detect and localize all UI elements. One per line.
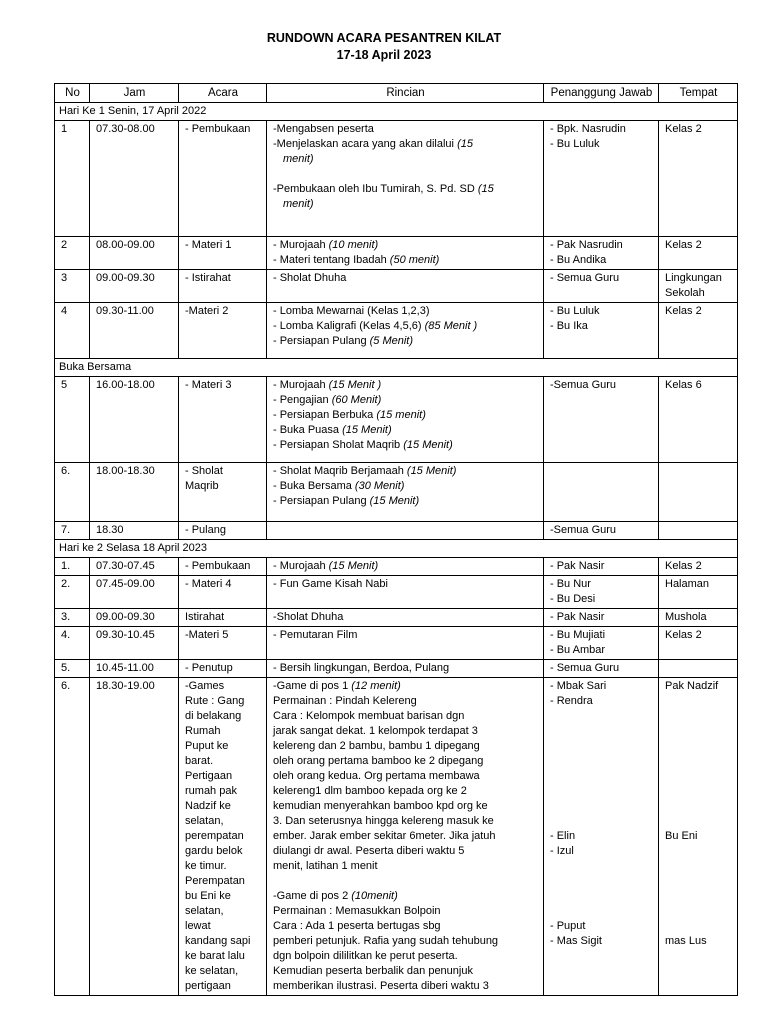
pj-line: - Bu Mujiati — [550, 629, 606, 641]
pj-line: - Bu Ika — [550, 320, 588, 332]
cell-acara: Istirahat — [179, 609, 267, 627]
rincian-line: -Mengabsen peserta — [273, 123, 374, 135]
cell-acara: - Materi 4 — [179, 576, 267, 609]
section-row-day1 — [55, 103, 738, 121]
rincian-duration: (15 Menit) — [403, 439, 453, 451]
acara-line: rumah pak — [185, 785, 237, 797]
cell-rincian — [267, 303, 544, 359]
rundown-table — [54, 83, 738, 996]
table-row — [55, 303, 738, 359]
cell-pj — [544, 576, 659, 609]
rincian-line — [273, 319, 538, 334]
cell-jam: 07.30-07.45 — [90, 558, 179, 576]
rincian-line: kelereng dan 2 bambu, bambu 1 dipegang — [273, 740, 480, 752]
rincian-line: - Lomba Mewarnai (Kelas 1,2,3) — [273, 305, 430, 317]
document-date: 17-18 April 2023 — [336, 48, 432, 62]
pj-line: - Elin — [550, 830, 576, 842]
rincian-text: - Murojaah — [273, 239, 329, 251]
pj-line: - Bu Desi — [550, 593, 596, 605]
tempat-line: Pak Nadzif — [665, 680, 719, 692]
rincian-line — [273, 253, 538, 268]
acara-line: lewat — [185, 920, 211, 932]
pj-line: - Bu Luluk — [550, 305, 600, 317]
table-row — [55, 377, 738, 463]
acara-line: kandang sapi — [185, 935, 251, 947]
cell-pj — [544, 237, 659, 270]
spacer — [550, 709, 653, 829]
cell-jam: 09.30-11.00 — [90, 303, 179, 359]
cell-jam: 18.00-18.30 — [90, 463, 179, 522]
cell-tempat — [659, 522, 738, 540]
acara-line: gardu belok — [185, 845, 243, 857]
rincian-duration: (5 Menit) — [369, 335, 414, 347]
acara-line: Perempatan — [185, 875, 245, 887]
document-title: RUNDOWN ACARA PESANTREN KILAT — [266, 31, 502, 45]
cell-acara: - Materi 3 — [179, 377, 267, 463]
rincian-line: dgn bolpoin dililitkan ke perut peserta. — [273, 950, 458, 962]
cell-rincian: - Bersih lingkungan, Berdoa, Pulang — [267, 660, 544, 678]
rincian-line: 3. Dan seterusnya hingga kelereng masuk ke — [273, 815, 494, 827]
acara-line: selatan, — [185, 905, 224, 917]
rincian-line — [273, 137, 538, 152]
cell-acara — [179, 463, 267, 522]
cell-acara: -Materi 5 — [179, 627, 267, 660]
acara-line: Maqrib — [185, 480, 219, 492]
rincian-duration: (15 — [457, 138, 473, 150]
acara-line: ke barat lalu — [185, 950, 245, 962]
pj-line: - Pak Nasrudin — [550, 239, 623, 251]
rincian-line — [273, 408, 538, 423]
section-day2: Hari ke 2 Selasa 18 April 2023 — [55, 540, 738, 558]
rincian-line — [273, 238, 538, 253]
section-buka: Buka Bersama — [55, 359, 738, 377]
acara-line: di belakang — [185, 710, 242, 722]
cell-jam: 09.00-09.30 — [90, 609, 179, 627]
rincian-duration: (10menit) — [351, 890, 398, 902]
cell-no: 4 — [55, 303, 90, 359]
pj-line: - Bu Ambar — [550, 644, 606, 656]
table-row — [55, 270, 738, 303]
rincian-duration: (15 — [477, 183, 494, 195]
document-title-block — [0, 30, 768, 64]
cell-no: 1. — [55, 558, 90, 576]
table-row — [55, 660, 738, 678]
header-no: No — [55, 84, 90, 103]
cell-no: 1 — [55, 121, 90, 237]
tempat-line: Bu Eni — [665, 830, 698, 842]
section-day1: Hari Ke 1 Senin, 17 April 2022 — [55, 103, 738, 121]
cell-pj: - Semua Guru — [544, 270, 659, 303]
cell-no: 2 — [55, 237, 90, 270]
cell-rincian: - Sholat Dhuha — [267, 270, 544, 303]
rincian-duration: menit) — [283, 198, 314, 210]
rincian-text: - Materi tentang Ibadah — [273, 254, 390, 266]
rincian-line — [273, 378, 538, 393]
rincian-line — [273, 334, 538, 349]
rincian-text: - Buka Puasa — [273, 424, 343, 436]
rincian-line — [273, 464, 538, 479]
rincian-line: jarak sangat dekat. 1 kelompok terdapat 3 — [273, 725, 478, 737]
cell-pj — [544, 303, 659, 359]
rincian-text: - Persiapan Pulang — [273, 335, 370, 347]
cell-tempat: Kelas 6 — [659, 377, 738, 463]
acara-line: Pertigaan — [185, 770, 233, 782]
rincian-duration: (85 Menit ) — [424, 320, 478, 332]
rincian-line — [273, 423, 538, 438]
rincian-line — [273, 197, 538, 212]
rincian-duration: (50 menit) — [389, 254, 440, 266]
cell-rincian — [267, 522, 544, 540]
rincian-text: - Persiapan Pulang — [273, 495, 370, 507]
rincian-duration: (15 Menit) — [406, 465, 457, 477]
rincian-duration: (15 menit) — [376, 409, 426, 421]
spacer — [273, 167, 538, 182]
cell-jam: 07.45-09.00 — [90, 576, 179, 609]
rincian-text: - Sholat Maqrib Berjamaah — [273, 465, 407, 477]
tempat-line: mas Lus — [665, 935, 707, 947]
cell-rincian — [267, 237, 544, 270]
cell-acara: - Pulang — [179, 522, 267, 540]
rincian-text: - Buka Bersama — [273, 480, 355, 492]
cell-acara: -Materi 2 — [179, 303, 267, 359]
cell-no: 5 — [55, 377, 90, 463]
rincian-line — [273, 479, 538, 494]
header-tempat: Tempat — [659, 84, 738, 103]
cell-pj: - Pak Nasir — [544, 609, 659, 627]
rincian-line: menit, latihan 1 menit — [273, 860, 378, 872]
cell-jam: 10.45-11.00 — [90, 660, 179, 678]
acara-line: - Sholat — [185, 465, 223, 477]
cell-pj — [544, 627, 659, 660]
rincian-line: kelereng1 dlm bamboo kepada org ke 2 — [273, 785, 467, 797]
cell-tempat: Kelas 2 — [659, 303, 738, 359]
pj-line: - Bu Andika — [550, 254, 607, 266]
rincian-line: oleh orang kedua. Org pertama membawa — [273, 770, 480, 782]
cell-acara — [179, 678, 267, 996]
cell-no: 7. — [55, 522, 90, 540]
rincian-line: Permainan : Memasukkan Bolpoin — [273, 905, 441, 917]
rincian-line — [273, 679, 538, 694]
cell-tempat: Mushola — [659, 609, 738, 627]
rincian-line: kemudian menyerahkan bamboo kpd org ke — [273, 800, 488, 812]
rincian-duration: (12 menit) — [351, 680, 401, 692]
rincian-line — [273, 438, 538, 453]
pj-line: - Mbak Sari — [550, 680, 607, 692]
acara-line: ke selatan, — [185, 965, 239, 977]
cell-pj: - Pak Nasir — [544, 558, 659, 576]
table-row — [55, 609, 738, 627]
pj-line: - Bpk. Nasrudin — [550, 123, 626, 135]
pj-line: - Bu Nur — [550, 578, 591, 590]
rincian-line — [273, 393, 538, 408]
cell-rincian: - Fun Game Kisah Nabi — [267, 576, 544, 609]
cell-tempat: Kelas 2 — [659, 237, 738, 270]
cell-rincian — [267, 463, 544, 522]
rincian-line: ember. Jarak ember sekitar 6meter. Jika jatuh — [273, 830, 496, 842]
rincian-text: -Game di pos 2 — [273, 890, 352, 902]
tempat-line: Sekolah — [665, 287, 705, 299]
cell-no: 2. — [55, 576, 90, 609]
cell-rincian: - Pemutaran Film — [267, 627, 544, 660]
pj-line: - Puput — [550, 920, 586, 932]
cell-jam: 16.00-18.00 — [90, 377, 179, 463]
table-row — [55, 121, 738, 237]
rincian-line — [273, 182, 538, 197]
rincian-duration: menit) — [283, 153, 314, 165]
cell-tempat: Kelas 2 — [659, 558, 738, 576]
cell-no: 3. — [55, 609, 90, 627]
rincian-line: oleh orang pertama bamboo ke 2 dipegang — [273, 755, 484, 767]
cell-no: 4. — [55, 627, 90, 660]
table-row — [55, 678, 738, 996]
rincian-duration: (30 Menit) — [354, 480, 405, 492]
rincian-line: Kemudian peserta berbalik dan penunjuk — [273, 965, 473, 977]
rincian-line: pemberi petunjuk. Rafia yang sudah tehubung — [273, 935, 499, 947]
acara-line: ke timur. — [185, 860, 227, 872]
rincian-text: - Lomba Kaligrafi (Kelas 4,5,6) — [273, 320, 425, 332]
cell-no: 6. — [55, 678, 90, 996]
pj-line: - Izul — [550, 845, 574, 857]
rincian-text: - Pengajian — [273, 394, 332, 406]
rincian-text: - Murojaah — [273, 379, 329, 391]
cell-no: 3 — [55, 270, 90, 303]
rincian-line: Permainan : Pindah Kelereng — [273, 695, 417, 707]
spacer — [665, 844, 732, 934]
cell-pj: -Semua Guru — [544, 377, 659, 463]
cell-acara: - Penutup — [179, 660, 267, 678]
acara-line: Rute : Gang — [185, 695, 245, 707]
rincian-line: diulangi dr awal. Peserta diberi waktu 5 — [273, 845, 465, 857]
table-row — [55, 576, 738, 609]
spacer — [665, 694, 732, 829]
cell-pj — [544, 463, 659, 522]
cell-acara: - Pembukaan — [179, 121, 267, 237]
section-row-buka — [55, 359, 738, 377]
cell-jam: 09.30-10.45 — [90, 627, 179, 660]
cell-no: 6. — [55, 463, 90, 522]
header-acara: Acara — [179, 84, 267, 103]
table-row — [55, 522, 738, 540]
rincian-text: -Pembukaan oleh Ibu Tumirah, S. Pd. SD — [273, 183, 478, 195]
cell-tempat: Kelas 2 — [659, 627, 738, 660]
pj-line: - Bu Luluk — [550, 138, 600, 150]
rincian-line: Cara : Ada 1 peserta bertugas sbg — [273, 920, 441, 932]
rincian-text: - Persiapan Sholat Maqrib — [273, 439, 404, 451]
acara-line: selatan, — [185, 815, 224, 827]
rincian-text: -Menjelaskan acara yang akan dilalui — [273, 138, 458, 150]
rincian-line: memberikan ilustrasi. Peserta diberi waktu 3 — [273, 980, 489, 992]
rincian-duration: (15 Menit) — [342, 424, 392, 436]
rincian-duration: (15 Menit ) — [328, 379, 382, 391]
cell-tempat: Kelas 2 — [659, 121, 738, 237]
acara-line: Nadzif ke — [185, 800, 231, 812]
cell-jam: 07.30-08.00 — [90, 121, 179, 237]
cell-acara: - Istirahat — [179, 270, 267, 303]
acara-line: barat. — [185, 755, 214, 767]
tempat-line: Lingkungan — [665, 272, 722, 284]
table-row — [55, 237, 738, 270]
cell-jam: 18.30-19.00 — [90, 678, 179, 996]
cell-tempat — [659, 270, 738, 303]
acara-line: bu Eni ke — [185, 890, 231, 902]
section-row-day2 — [55, 540, 738, 558]
cell-pj: -Semua Guru — [544, 522, 659, 540]
spacer — [273, 874, 538, 889]
cell-acara: - Materi 1 — [179, 237, 267, 270]
cell-acara: - Pembukaan — [179, 558, 267, 576]
cell-rincian — [267, 377, 544, 463]
acara-line: perempatan — [185, 830, 244, 842]
cell-pj: - Semua Guru — [544, 660, 659, 678]
pj-line: - Rendra — [550, 695, 593, 707]
rincian-text: - Persiapan Berbuka — [273, 409, 377, 421]
acara-line: Puput ke — [185, 740, 229, 752]
cell-tempat: Halaman — [659, 576, 738, 609]
table-row — [55, 627, 738, 660]
rincian-text: -Game di pos 1 — [273, 680, 352, 692]
header-rincian: Rincian — [267, 84, 544, 103]
acara-line: Rumah — [185, 725, 221, 737]
table-row — [55, 558, 738, 576]
cell-rincian — [267, 558, 544, 576]
table-header-row — [55, 84, 738, 103]
cell-tempat — [659, 678, 738, 996]
header-penanggung-jawab: Penanggung Jawab — [544, 84, 659, 103]
rincian-line — [273, 889, 538, 904]
acara-line: pertigaan — [185, 980, 231, 992]
cell-rincian — [267, 678, 544, 996]
rincian-duration: (10 menit) — [328, 239, 379, 251]
cell-pj — [544, 121, 659, 237]
pj-line: - Mas Sigit — [550, 935, 602, 947]
rincian-line — [273, 494, 538, 509]
rincian-text: - Murojaah — [273, 560, 329, 572]
cell-pj — [544, 678, 659, 996]
acara-line: -Games — [185, 680, 225, 692]
header-jam: Jam — [90, 84, 179, 103]
table-row — [55, 463, 738, 522]
cell-jam: 08.00-09.00 — [90, 237, 179, 270]
rincian-duration: (15 Menit) — [328, 560, 379, 572]
rincian-duration: (15 Menit) — [369, 495, 420, 507]
cell-rincian: -Sholat Dhuha — [267, 609, 544, 627]
rincian-line — [273, 152, 538, 167]
rincian-duration: (60 Menit) — [331, 394, 382, 406]
cell-jam: 18.30 — [90, 522, 179, 540]
cell-tempat — [659, 660, 738, 678]
cell-tempat — [659, 463, 738, 522]
cell-no: 5. — [55, 660, 90, 678]
rincian-line: Cara : Kelompok membuat barisan dgn — [273, 710, 465, 722]
cell-jam: 09.00-09.30 — [90, 270, 179, 303]
spacer — [550, 859, 653, 919]
cell-rincian — [267, 121, 544, 237]
